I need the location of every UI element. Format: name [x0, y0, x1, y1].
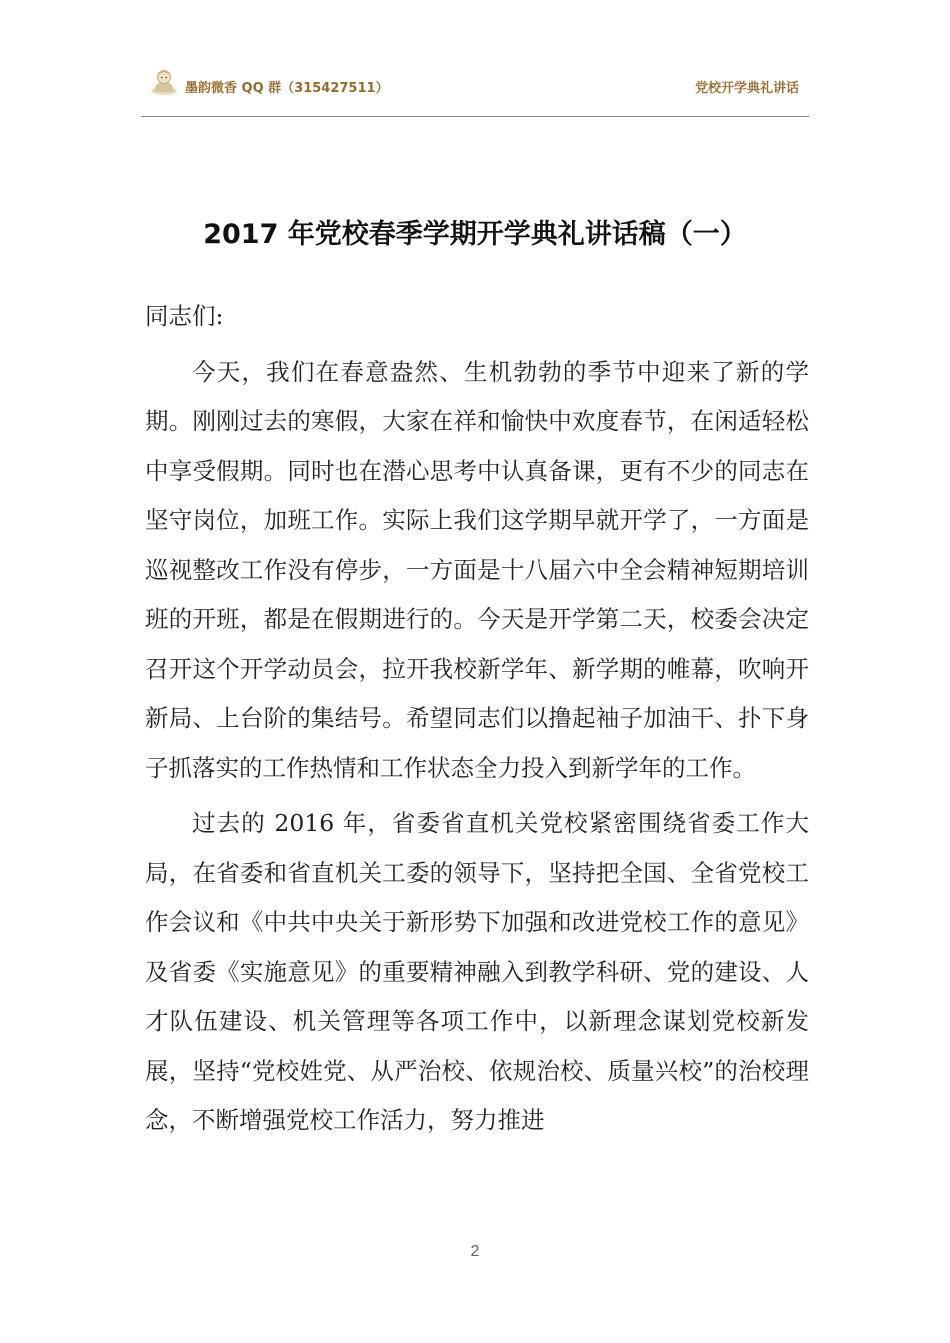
salutation: 同志们:: [145, 302, 224, 330]
scholar-figure-icon: [149, 66, 179, 96]
page-number: 2: [470, 1243, 480, 1260]
header-document-label: 党校开学典礼讲话: [694, 81, 799, 96]
header-group-label: 墨韵微香 QQ 群（315427511）: [185, 81, 389, 96]
document-body: [145, 292, 809, 1152]
page-header: [141, 64, 809, 117]
document-title: 2017 年党校春季学期开学典礼讲话稿（一）: [203, 219, 747, 250]
paragraph-1: 今天，我们在春意盎然、生机勃勃的季节中迎来了新的学期。刚刚过去的寒假，大家在祥和愉快中欢度春节，在闲适轻松中享受假期。同时也在潜心思考中认真备课，更有不少的同志在坚守岗位，加班工作。实际上我们这学期早就开学了，一方面是巡视整改工作没有停步，一方面是十八届六中全会精神短期培训班的开班，都是在假期进行的。今天是开学第二天，校委会决定召开这个开学动员会，拉开我校新学年、新学期的帷幕，吹响开新局、上台阶的集结号。希望同志们以撸起袖子加油干、扑下身子抓落实的工作热情和工作状态全力投入到新学年的工作。: [145, 357, 809, 782]
paragraph-2: 过去的 2016 年，省委省直机关党校紧密围绕省委工作大局，在省委和省直机关工委的领导下，坚持把全国、全省党校工作会议和《中共中央关于新形势下加强和改进党校工作的意见》及省委《实施意见》的重要精神融入到教学科研、党的建设、人才队伍建设、机关管理等各项工作中，以新理念谋划党校新发展，坚持“党校姓党、从严治校、依规治校、质量兴校”的治校理念，不断增强党校工作活力，努力推进: [145, 809, 809, 1134]
